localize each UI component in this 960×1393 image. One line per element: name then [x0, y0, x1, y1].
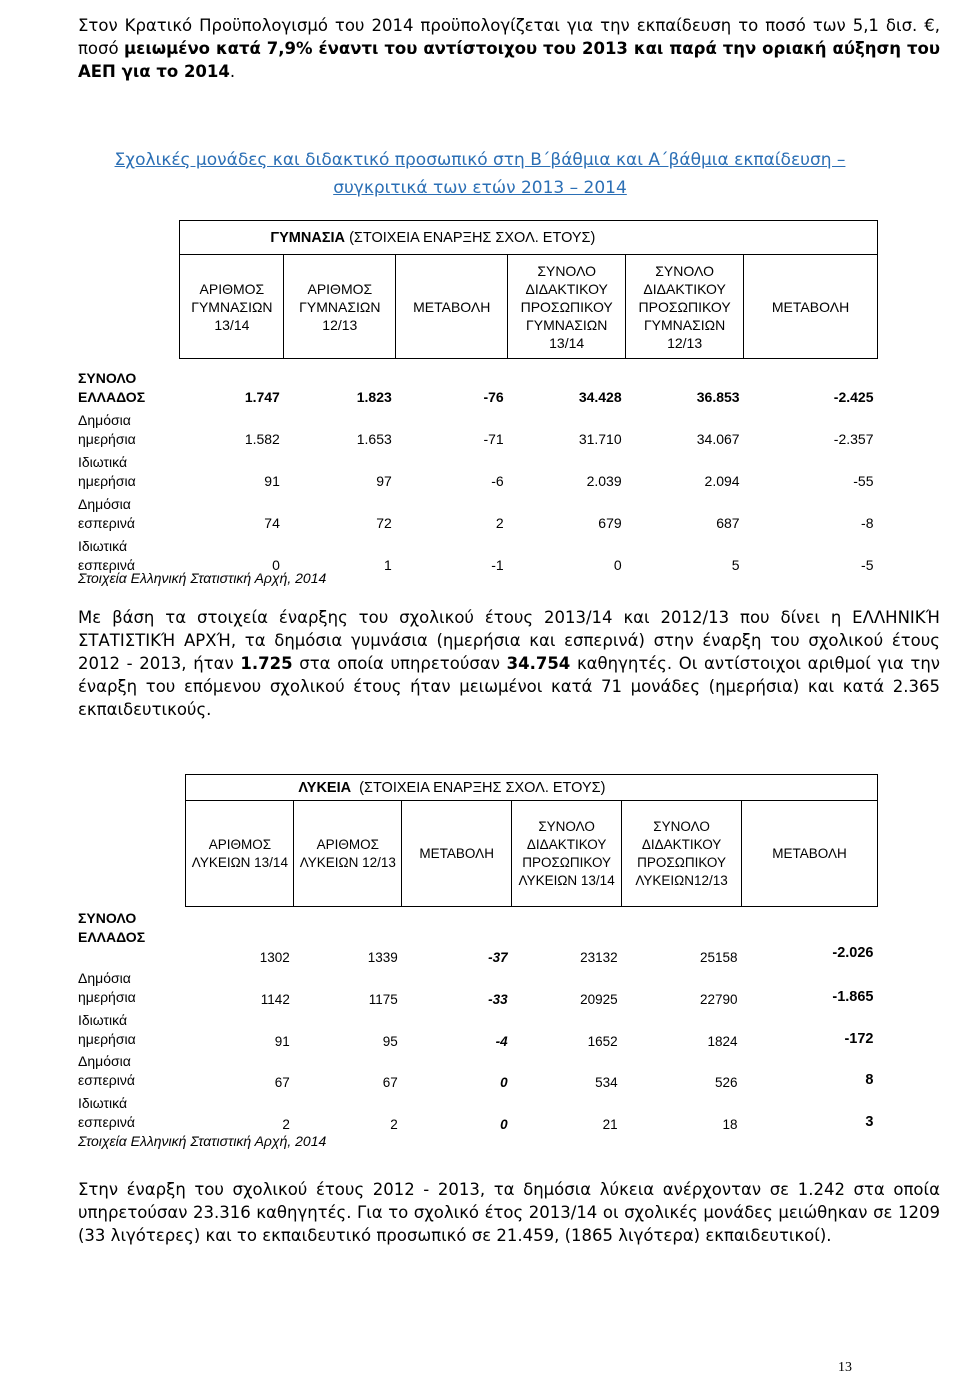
row-label-line1: Ιδιωτικά: [78, 453, 128, 470]
table-cell: 91: [274, 1033, 290, 1049]
gymnasia-source: Στοιχεία Ελληνική Στατιστική Αρχή, 2014: [78, 570, 327, 586]
table-cell: 0: [500, 1116, 508, 1132]
gymnasia-table: [78, 220, 878, 575]
table-cell: 5: [731, 556, 740, 573]
row-label-line1: Δημόσια: [78, 969, 131, 986]
gymnasia-paragraph-text: στα οποία υπηρετούσαν: [292, 654, 507, 673]
gymnasia-col-header-4: ΣΥΝΟΛΟ ΔΙΔΑΚΤΙΚΟΥ ΠΡΟΣΩΠΙΚΟΥ ΓΥΜΝΑΣΙΩΝ 13/14: [508, 255, 626, 359]
row-label: [78, 449, 180, 491]
row-label: [78, 533, 180, 575]
table-cell: -8: [861, 514, 874, 531]
table-cell: 91: [264, 472, 280, 489]
table-cell: 74: [264, 514, 280, 531]
gymnasia-paragraph: [78, 606, 940, 721]
table-row: [78, 907, 878, 967]
table-cell: -71: [483, 430, 504, 447]
intro-bold-text: μειωμένο κατά 7,9% έναντι του αντίστοιχου του 2013 και παρά την οριακή αύξηση του ΑΕΠ για το 2014: [78, 39, 940, 81]
table-cell: 1.823: [356, 388, 392, 405]
row-label-line2: ημερήσια: [78, 988, 136, 1005]
table-cell: -33: [488, 991, 508, 1007]
row-label: [78, 1009, 186, 1051]
gymnasia-paragraph-text: καθηγητές. Οι αντίστοιχοι αριθμοί για την έναρξη του επόμενου σχολικού έτους ήταν μειωμένοι κατά 71 μονάδες (ημερήσια) και κατά 2.365 εκπαιδευτικούς.: [78, 654, 940, 719]
gymnasia-col-header-2: ΑΡΙΘΜΟΣ ΓΥΜΝΑΣΙΩΝ 12/13: [284, 255, 396, 359]
section-heading: [0, 146, 960, 202]
table-cell: 23132: [580, 949, 618, 965]
table-cell: -5: [861, 556, 874, 573]
table-cell: 8: [865, 1071, 874, 1088]
table-cell: 687: [716, 514, 740, 531]
lykeia-col-header-4: ΣΥΝΟΛΟ ΔΙΔΑΚΤΙΚΟΥ ΠΡΟΣΩΠΙΚΟΥ ΛΥΚΕΙΩΝ 13/14: [512, 801, 622, 907]
table-cell: 34.428: [578, 388, 622, 405]
table-cell: 1824: [707, 1033, 738, 1049]
row-label-line1: ΣΥΝΟΛΟ: [78, 369, 137, 386]
gymnasia-table-title: [180, 221, 878, 255]
table-cell: 2: [282, 1116, 290, 1132]
table-cell: 534: [595, 1074, 618, 1090]
row-label-line2: εσπερινά: [78, 556, 135, 573]
table-row: [78, 1051, 878, 1092]
table-row: [78, 967, 878, 1009]
row-label: [78, 907, 186, 967]
row-label-line2: εσπερινά: [78, 514, 135, 531]
row-label-line1: Δημόσια: [78, 1053, 131, 1069]
lykeia-paragraph: Στην έναρξη του σχολικού έτους 2012 - 2013, τα δημόσια λύκεια ανέρχονταν σε 1.242 στα οποία υπηρετούσαν 23.316 καθηγητές. Για το σχολικό έτος 2013/14 οι σχολικές μονάδες μειώθηκαν σε 1209 (33 λιγότερες) και το εκπαιδευτικό προσωπικό σε 21.459, (1865 λιγότερα) εκπαιδευτικοί).: [78, 1180, 940, 1245]
row-label: [78, 1051, 186, 1092]
table-cell: 36.853: [696, 388, 740, 405]
table-cell: -4: [495, 1033, 508, 1049]
table-cell: 21: [602, 1116, 618, 1132]
table-cell: 1: [383, 556, 392, 573]
lykeia-table-title: [186, 775, 878, 801]
row-label-line2: ημερήσια: [78, 1030, 136, 1047]
row-label-line1: Δημόσια: [78, 411, 131, 428]
lykeia-col-header-2: ΑΡΙΘΜΟΣ ΛΥΚΕΙΩΝ 12/13: [294, 801, 402, 907]
lykeia-title-rest: (ΣΤΟΙΧΕΙΑ ΕΝΑΡΞΗΣ ΣΧΟΛ. ΕΤΟΥΣ): [351, 779, 606, 796]
table-cell: 18: [722, 1116, 738, 1132]
intro-text-end: .: [229, 62, 236, 81]
lykeia-col-header-1: ΑΡΙΘΜΟΣ ΛΥΚΕΙΩΝ 13/14: [186, 801, 294, 907]
row-label-line2: εσπερινά: [78, 1072, 135, 1088]
table-cell: 1.582: [244, 430, 280, 447]
table-cell: 679: [598, 514, 622, 531]
table-cell: -6: [491, 472, 504, 489]
row-label-line1: Δημόσια: [78, 495, 131, 512]
row-label-line1: Ιδιωτικά: [78, 1011, 128, 1028]
gymnasia-paragraph-text: Με βάση τα στοιχεία έναρξης του σχολικού έτους 2013/14 και 2012/13 που δίνει η ΕΛΛΗΝΙΚΉ ΣΤΑΤΙΣΤΙΚΉ ΑΡΧΉ, τα δημόσια γυμνάσια (ημερήσια και εσπερινά) στην έναρξη του σχολικού έτους 2012 - 2013, ήταν: [78, 608, 940, 673]
table-cell: 67: [382, 1074, 398, 1090]
lykeia-title-bold: ΛΥΚΕΙΑ: [298, 779, 352, 796]
table-cell: 2: [495, 514, 504, 531]
lykeia-col-header-6: ΜΕΤΑΒΟΛΗ: [742, 801, 878, 907]
row-label-line2: ΕΛΛΑΔΟΣ: [78, 388, 146, 405]
table-cell: 20925: [580, 991, 618, 1007]
lykeia-col-header-3: ΜΕΤΑΒΟΛΗ: [402, 801, 512, 907]
table-row: [78, 407, 878, 449]
table-cell: 1652: [587, 1033, 618, 1049]
section-heading-line2: συγκριτικά των ετών 2013 – 2014: [333, 178, 627, 198]
table-cell: -2.357: [833, 430, 874, 447]
row-label-line1: Ιδιωτικά: [78, 1094, 128, 1111]
table-cell: 1142: [260, 991, 290, 1007]
table-cell: 2.094: [704, 472, 740, 489]
table-cell: -37: [488, 949, 508, 965]
teachers-count-bold: 34.754: [506, 654, 571, 673]
table-cell: -172: [844, 1030, 874, 1047]
row-label-line2: ημερήσια: [78, 472, 136, 489]
page-number: 13: [838, 1360, 852, 1375]
gymnasia-title-rest: (ΣΤΟΙΧΕΙΑ ΕΝΑΡΞΗΣ ΣΧΟΛ. ΕΤΟΥΣ): [345, 229, 596, 246]
table-cell: -1.865: [832, 988, 874, 1005]
table-cell: 67: [274, 1074, 290, 1090]
table-cell: 3: [865, 1113, 874, 1130]
table-cell: 0: [500, 1074, 508, 1090]
intro-paragraph: [78, 14, 940, 83]
intro-text: Στον Κρατικό Προϋπολογισμό του 2014 προϋπολογίζεται για την εκπαίδευση το ποσό των 5,1 δισ. €, ποσό: [78, 16, 940, 58]
table-cell: 72: [376, 514, 392, 531]
table-cell: 526: [715, 1074, 738, 1090]
gymnasia-count-bold: 1.725: [240, 654, 293, 673]
gymnasia-col-header-1: ΑΡΙΘΜΟΣ ΓΥΜΝΑΣΙΩΝ 13/14: [180, 255, 284, 359]
table-cell: 22790: [700, 991, 738, 1007]
table-cell: 1302: [259, 949, 290, 965]
lykeia-source: Στοιχεία Ελληνική Στατιστική Αρχή, 2014: [78, 1133, 327, 1149]
section-heading-line1: Σχολικές μονάδες και διδακτικό προσωπικό στη Β΄βάθμια και Α΄βάθμια εκπαίδευση –: [114, 150, 846, 170]
row-label-line2: εσπερινά: [78, 1113, 135, 1130]
row-label-line1: ΣΥΝΟΛΟ: [78, 909, 137, 926]
table-cell: 0: [613, 556, 622, 573]
table-cell: 1175: [368, 991, 398, 1007]
row-label-line2: ημερήσια: [78, 430, 136, 447]
gymnasia-col-header-5: ΣΥΝΟΛΟ ΔΙΔΑΚΤΙΚΟΥ ΠΡΟΣΩΠΙΚΟΥ ΓΥΜΝΑΣΙΩΝ 12/13: [626, 255, 744, 359]
table-row: [78, 449, 878, 491]
table-row: [78, 491, 878, 533]
row-label: [78, 967, 186, 1009]
table-cell: 95: [382, 1033, 398, 1049]
lykeia-table: [78, 774, 878, 1134]
gymnasia-col-header-3: ΜΕΤΑΒΟΛΗ: [396, 255, 508, 359]
table-cell: 31.710: [578, 430, 622, 447]
table-row: [78, 533, 878, 575]
table-cell: 97: [376, 472, 392, 489]
row-label: [78, 491, 180, 533]
table-cell: 2: [390, 1116, 398, 1132]
row-label: [78, 359, 180, 407]
table-cell: 2.039: [586, 472, 622, 489]
table-cell: -55: [853, 472, 874, 489]
table-row: [78, 1092, 878, 1134]
table-cell: -76: [483, 388, 504, 405]
table-cell: 1.653: [356, 430, 392, 447]
row-label-line2: ΕΛΛΑΔΟΣ: [78, 928, 146, 945]
gymnasia-col-header-6: ΜΕΤΑΒΟΛΗ: [744, 255, 878, 359]
table-row: [78, 359, 878, 407]
table-cell: 1339: [367, 949, 398, 965]
table-cell: -1: [491, 556, 504, 573]
lykeia-col-header-5: ΣΥΝΟΛΟ ΔΙΔΑΚΤΙΚΟΥ ΠΡΟΣΩΠΙΚΟΥ ΛΥΚΕΙΩΝ12/13: [622, 801, 742, 907]
table-cell: 1.747: [244, 388, 280, 405]
row-label: [78, 1092, 186, 1134]
table-cell: -2.026: [832, 944, 874, 961]
row-label-line1: Ιδιωτικά: [78, 537, 128, 554]
row-label: [78, 407, 180, 449]
gymnasia-title-bold: ΓΥΜΝΑΣΙΑ: [270, 229, 346, 246]
table-cell: -2.425: [833, 388, 874, 405]
table-cell: 25158: [700, 949, 738, 965]
table-cell: 34.067: [696, 430, 740, 447]
table-row: [78, 1009, 878, 1051]
table-cell: 0: [272, 556, 280, 573]
